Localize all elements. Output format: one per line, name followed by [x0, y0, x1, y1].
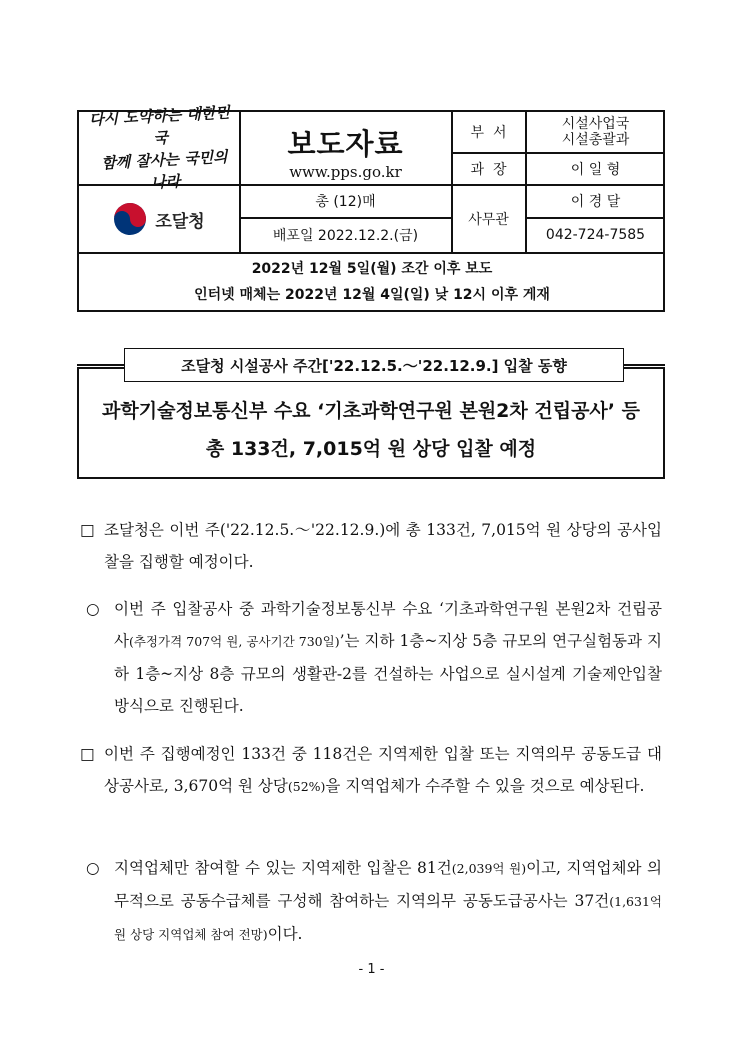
chief-value: 이 일 형: [570, 161, 621, 178]
paragraph-4-part-c: 이다.: [267, 925, 303, 943]
taegeuk-logo-icon: [113, 202, 147, 236]
headline: [77, 392, 665, 468]
paragraph-3-text: [80, 738, 662, 803]
agency-logo: [79, 186, 239, 252]
embargo-line-2: 인터넷 매체는 2022년 12월 4일(일) 낮 12시 이후 게재: [194, 287, 550, 303]
circle-bullet-icon: ○: [86, 859, 100, 877]
paragraph-1-text: 조달청은 이번 주('22.12.5.～'22.12.9.)에 총 133건, 7,015억 원 상당의 공사입찰을 집행할 예정이다.: [104, 521, 662, 571]
embargo-line-1: 2022년 12월 5일(월) 조간 이후 보도: [251, 261, 493, 277]
paragraph-3-part-a: 이번 주 집행예정인 133건 중 118건은 지역제한 입찰 또는 지역의무 공동도급 대상공사로, 3,670억 원 상당: [104, 745, 662, 795]
subtitle-tab: 조달청 시설공사 주간['22.12.5.～'22.12.9.] 입찰 동향: [124, 348, 624, 382]
headline-line-1: 과학기술정보통신부 수요 ‘기초과학연구원 본원2차 건립공사’ 등: [102, 400, 640, 422]
divider: [624, 364, 665, 366]
paragraph-3-part-b: 을 지역업체가 수주할 수 있을 것으로 예상된다.: [325, 777, 645, 795]
embargo-notice: [79, 254, 665, 310]
dept-label: 부 서: [470, 125, 507, 141]
circle-bullet-icon: ○: [86, 600, 100, 618]
slogan-line-2: 함께 잘사는 국민의 나라: [100, 147, 228, 192]
officer-name: 이 경 달: [570, 194, 621, 210]
paragraph-2: [86, 593, 662, 722]
paragraph-4-part-a: 지역업체만 참여할 수 있는 지역제한 입찰은 81건: [114, 859, 452, 877]
paragraph-3: [80, 738, 662, 803]
website-url: www.pps.go.kr: [289, 162, 402, 181]
release-date: 배포일 2022.12.2.(금): [272, 228, 419, 244]
paragraph-4-text: [86, 852, 662, 951]
paragraph-4-note-2: (1,631억 원 상당 지역업체 참여 전망): [114, 894, 662, 942]
page-title: 보도자료: [287, 126, 404, 161]
title-block: [240, 118, 451, 184]
agency-name: 조달청: [155, 211, 205, 232]
paragraph-2-note: (추정가격 707억 원, 공사기간 730일): [128, 634, 340, 649]
paragraph-2-part-a: 이번 주 입찰공사 중 과학기술정보통신부 수요 ‘기초과학연구원 본원2차 건립공사: [114, 600, 662, 650]
chief-label: 과 장: [470, 161, 507, 178]
page-count: 총 (12)매: [315, 194, 376, 210]
divider: [77, 364, 124, 366]
officer-label: 사무관: [468, 211, 509, 228]
paragraph-1: [80, 514, 662, 578]
paragraph-4: [86, 852, 662, 951]
paragraph-2-text: [86, 593, 662, 722]
square-bullet-icon: □: [80, 521, 95, 539]
dept-value: 시설사업국 시설총괄과: [561, 116, 630, 148]
slogan: [83, 103, 237, 192]
headline-line-2: 총 133건, 7,015억 원 상당 입찰 예정: [205, 438, 537, 460]
paragraph-3-note: (52%): [287, 779, 326, 794]
press-header-table: [77, 103, 665, 312]
officer-phone: 042-724-7585: [545, 227, 646, 243]
square-bullet-icon: □: [80, 745, 95, 763]
paragraph-4-note-1: (2,039억 원): [451, 861, 527, 876]
paragraph-2-part-b: ’는 지하 1층~지상 5층 규모의 연구실험동과 지하 1층~지상 8층 규모의 생활관-2를 건설하는 사업으로 실시설계 기술제안입찰 방식으로 진행된다.: [114, 632, 662, 715]
paragraph-4-part-b: 이고, 지역업체와 의무적으로 공동수급체를 구성해 참여하는 지역의무 공동도급공사는 37건: [114, 859, 662, 910]
page-number: - 1 -: [358, 962, 385, 977]
slogan-line-1: 다시 도약하는 대한민국: [88, 103, 231, 148]
